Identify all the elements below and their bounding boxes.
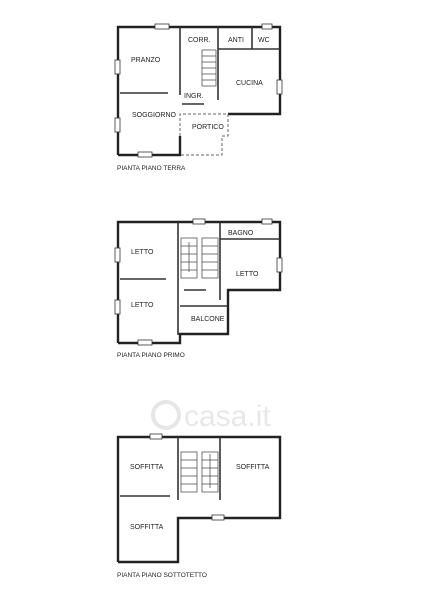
room-label: PRANZO <box>131 57 161 64</box>
floor-caption: PIANTA PIANO TERRA <box>117 165 186 172</box>
watermark-text: casa.it <box>184 400 271 433</box>
room-label: INGR. <box>184 93 204 100</box>
room-label: ANTI <box>228 37 244 44</box>
room-label: BAGNO <box>228 230 254 237</box>
watermark <box>153 400 271 433</box>
room-label: SOFFITTA <box>130 524 164 531</box>
room-label: LETTO <box>131 302 154 309</box>
floor-first <box>115 219 282 359</box>
room-label: CORR. <box>188 37 211 44</box>
floor-attic <box>117 434 280 579</box>
room-label: BALCONE <box>191 316 225 323</box>
floor-ground <box>115 24 282 172</box>
room-label: SOGGIORNO <box>132 112 176 119</box>
room-label: PORTICO <box>192 124 224 131</box>
room-label: CUCINA <box>236 80 263 87</box>
room-label: LETTO <box>131 249 154 256</box>
floor-caption: PIANTA PIANO PRIMO <box>117 352 185 359</box>
room-label: LETTO <box>236 271 259 278</box>
room-label: SOFFITTA <box>236 464 270 471</box>
floor-caption: PIANTA PIANO SOTTOTETTO <box>117 572 207 579</box>
room-label: SOFFITTA <box>130 464 164 471</box>
room-label: WC <box>258 37 270 44</box>
